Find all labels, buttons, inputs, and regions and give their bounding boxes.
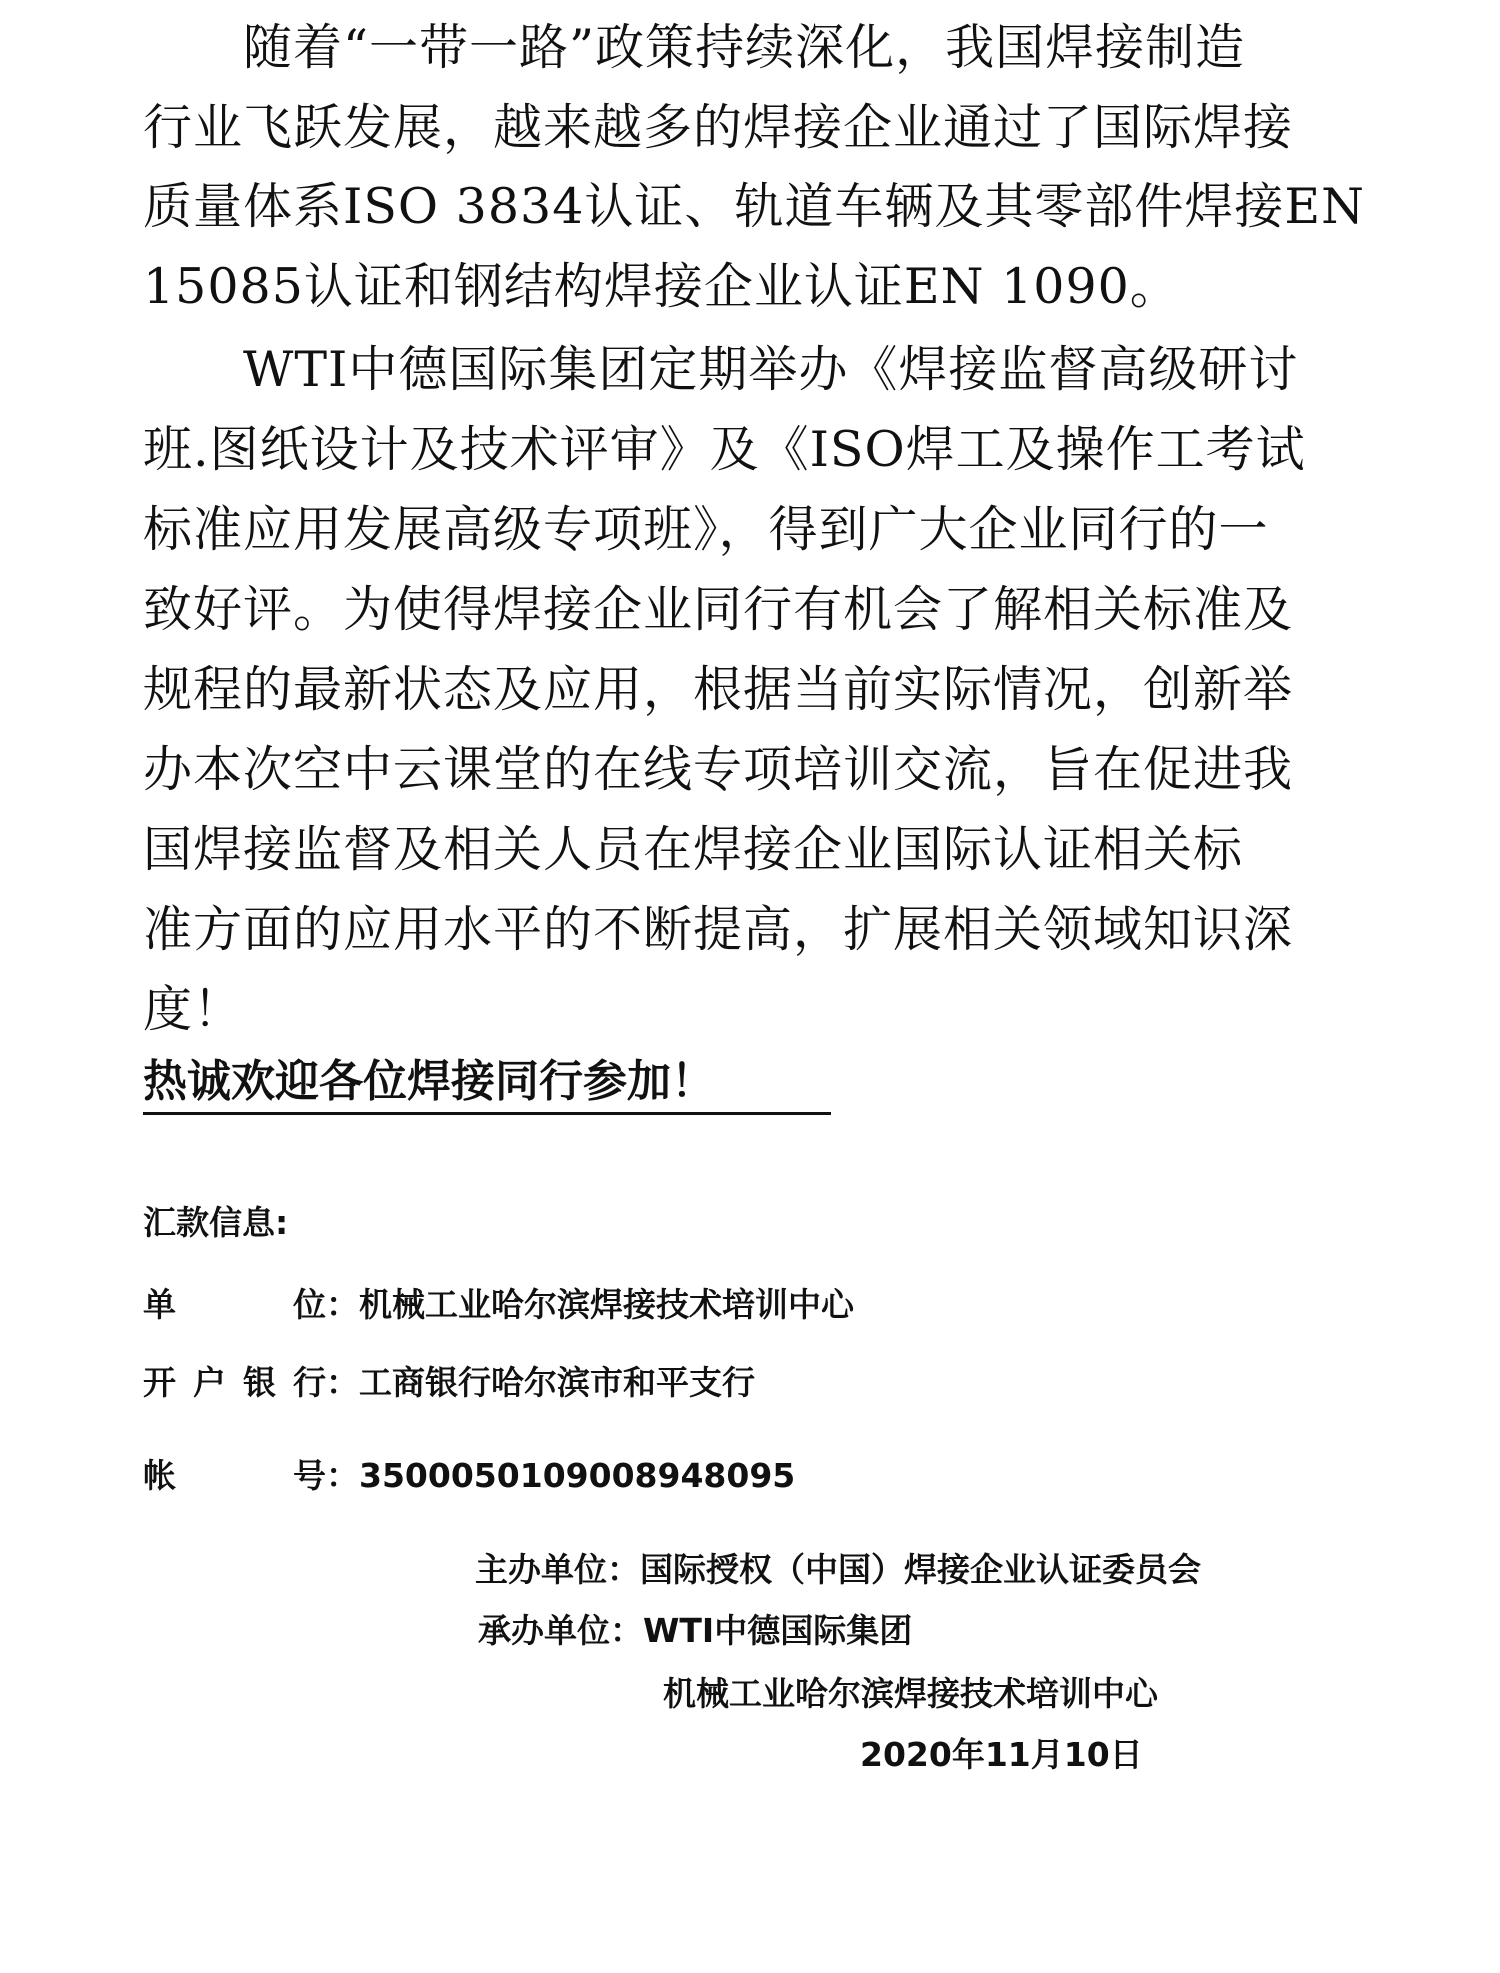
issue-date: 2020年11月10日 bbox=[860, 1735, 1143, 1774]
intro-line: 准方面的应用水平的不断提高，扩展相关领域知识深 bbox=[143, 901, 1294, 958]
intro-line: 标准应用发展高级专项班》，得到广大企业同行的一 bbox=[143, 501, 1269, 558]
payment-bank-row bbox=[143, 1361, 755, 1405]
unit-colon: ： bbox=[326, 1285, 359, 1324]
bank-value: 工商银行哈尔滨市和平支行 bbox=[359, 1363, 755, 1402]
payment-account-row bbox=[143, 1454, 795, 1498]
payment-unit-row bbox=[143, 1283, 854, 1327]
intro-line: 规程的最新状态及应用，根据当前实际情况，创新举 bbox=[143, 661, 1294, 718]
bank-colon: ： bbox=[326, 1363, 359, 1402]
account-label: 帐号 bbox=[143, 1456, 326, 1495]
host-value: 国际授权（中国）焊接企业认证委员会 bbox=[640, 1550, 1201, 1589]
co-value-1: WTI中德国际集团 bbox=[643, 1611, 913, 1650]
intro-line: 致好评。为使得焊接企业同行有机会了解相关标准及 bbox=[143, 581, 1294, 638]
intro-line: 度！ bbox=[143, 981, 244, 1038]
account-value: 3500050109008948095 bbox=[359, 1456, 796, 1495]
intro-line: 国焊接监督及相关人员在焊接企业国际认证相关标 bbox=[143, 821, 1244, 878]
unit-value: 机械工业哈尔滨焊接技术培训中心 bbox=[359, 1285, 854, 1324]
intro-line: 行业飞跃发展，越来越多的焊接企业通过了国际焊接 bbox=[143, 99, 1294, 156]
co-organizer-row bbox=[478, 1609, 912, 1653]
host-label: 主办单位： bbox=[475, 1550, 640, 1589]
intro-line: 随着“一带一路”政策持续深化，我国焊接制造 bbox=[143, 19, 1246, 76]
host-row bbox=[475, 1548, 1201, 1592]
intro-line: 15085认证和钢结构焊接企业认证EN 1090。 bbox=[143, 258, 1180, 315]
intro-line: 办本次空中云课堂的在线专项培训交流，旨在促进我 bbox=[143, 741, 1294, 798]
welcome-heading: 热诚欢迎各位焊接同行参加！ bbox=[143, 1052, 831, 1115]
unit-label: 单位 bbox=[143, 1285, 326, 1324]
co-organizer-2: 机械工业哈尔滨焊接技术培训中心 bbox=[663, 1674, 1158, 1713]
intro-line: 班.图纸设计及技术评审》及《ISO焊工及操作工考试 bbox=[143, 421, 1306, 478]
payment-heading: 汇款信息: bbox=[143, 1203, 289, 1242]
bank-label: 开户银行 bbox=[143, 1363, 326, 1402]
intro-line: 质量体系ISO 3834认证、轨道车辆及其零部件焊接EN bbox=[143, 178, 1366, 235]
co-label: 承办单位： bbox=[478, 1611, 643, 1650]
account-colon: ： bbox=[326, 1456, 359, 1495]
intro-line: WTI中德国际集团定期举办《焊接监督高级研讨 bbox=[143, 341, 1299, 398]
